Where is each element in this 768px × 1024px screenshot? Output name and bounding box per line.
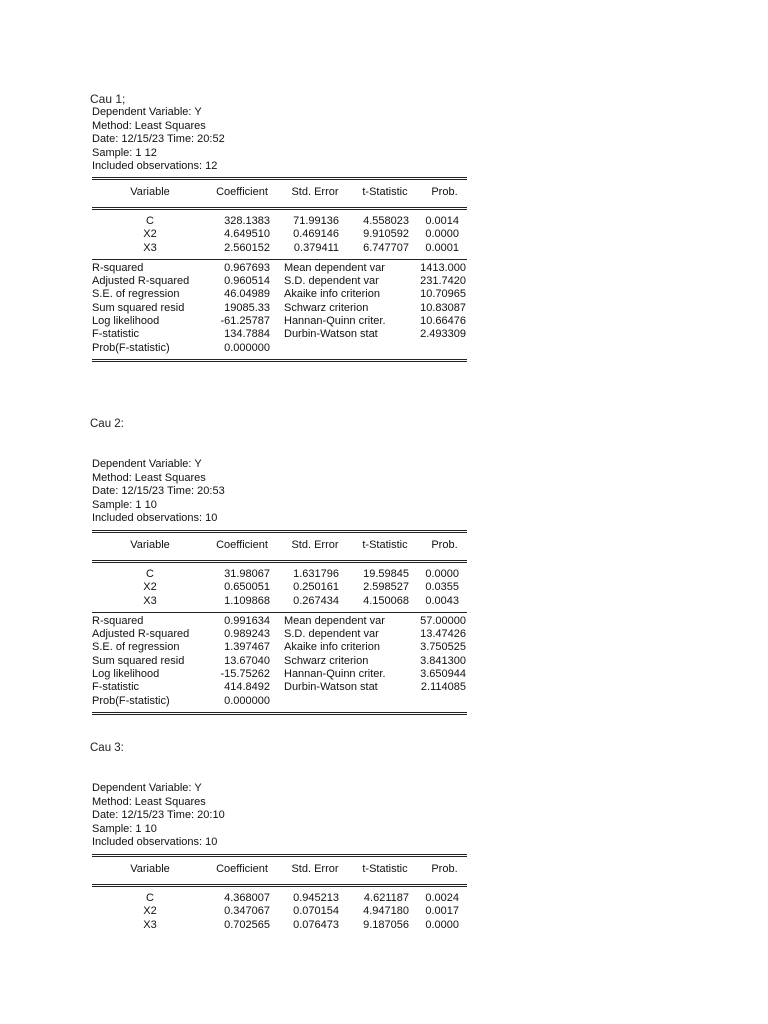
stat-label: Adjusted R-squared (92, 275, 190, 288)
table-row (92, 892, 467, 905)
variable-name: X3 (143, 594, 157, 607)
prob-value: 0.0043 (425, 594, 459, 607)
col-header-prob: Prob. (431, 539, 458, 551)
col-header-coefficient: Coefficient (216, 539, 268, 551)
stat-label: F-statistic (92, 328, 140, 341)
sample: Sample: 1 10 (92, 498, 157, 511)
coefficient-value: 2.560152 (224, 241, 270, 254)
prob-value: 0.0355 (425, 581, 459, 594)
col-header-coefficient: Coefficient (216, 186, 268, 198)
included-observations: Included observations: 10 (92, 512, 218, 524)
stat-value: 19085.33 (224, 301, 270, 314)
stat-value: 0.989243 (224, 628, 270, 641)
t-statistic-value: 4.558023 (363, 215, 409, 227)
column-header-row (92, 180, 467, 204)
stat-value: 2.493309 (420, 328, 466, 341)
prob-value: 0.0024 (425, 892, 459, 904)
stat-label: Durbin-Watson stat (284, 681, 378, 694)
std-error-value: 0.070154 (293, 905, 339, 918)
std-error-value: 0.267434 (293, 594, 339, 607)
std-error-value: 0.469146 (293, 228, 339, 241)
table-row (92, 228, 467, 241)
stat-value: 0.967693 (224, 261, 270, 274)
stat-label: R-squared (92, 261, 144, 274)
col-header-t-statistic: t-Statistic (362, 539, 408, 551)
column-header-row (92, 533, 467, 557)
coefficient-value: 1.109868 (224, 594, 270, 607)
stat-label: Schwarz criterion (284, 301, 369, 314)
table-row (92, 581, 467, 594)
variable-name: C (146, 215, 154, 227)
stat-value: 10.70965 (420, 288, 466, 301)
stat-value: 414.8492 (224, 681, 270, 694)
col-header-std-error: Std. Error (291, 539, 339, 551)
stat-value: -61.25787 (220, 315, 270, 328)
stat-label: Akaike info criterion (284, 288, 380, 301)
prob-value: 0.0014 (425, 215, 459, 227)
stat-value: 10.66476 (420, 315, 466, 328)
date-time: Date: 12/15/23 Time: 20:52 (92, 133, 225, 145)
stats-row (92, 695, 467, 708)
stat-label: Sum squared resid (92, 301, 185, 314)
table-row (92, 215, 467, 228)
stat-value: 134.7884 (224, 328, 270, 341)
variable-name: X2 (143, 581, 157, 594)
t-statistic-value: 2.598527 (363, 581, 409, 594)
stat-value: 1413.000 (420, 261, 466, 274)
prob-value: 0.0001 (425, 241, 459, 254)
std-error-value: 0.250161 (293, 581, 339, 594)
col-header-prob: Prob. (431, 863, 458, 875)
stats-row (92, 628, 467, 641)
t-statistic-value: 4.947180 (363, 905, 409, 918)
table-row (92, 595, 467, 608)
table-row (92, 242, 467, 255)
section-3-table (92, 854, 467, 932)
prob-value: 0.0000 (425, 568, 459, 580)
stat-label: Mean dependent var (284, 261, 385, 274)
stat-label: S.E. of regression (92, 641, 180, 654)
col-header-prob: Prob. (431, 186, 458, 198)
table-row (92, 905, 467, 918)
stats-row (92, 615, 467, 628)
variable-name: X2 (143, 228, 157, 241)
coefficient-value: 0.702565 (224, 918, 270, 931)
stat-label: S.E. of regression (92, 288, 180, 301)
stat-value: 1.397467 (224, 641, 270, 654)
stat-label: S.D. dependent var (284, 275, 379, 288)
sample: Sample: 1 10 (92, 822, 157, 835)
prob-value: 0.0017 (425, 905, 459, 918)
stat-value: 0.991634 (224, 614, 270, 627)
t-statistic-value: 9.910592 (363, 228, 409, 241)
stat-value: 46.04989 (224, 288, 270, 301)
variable-name: C (146, 892, 154, 904)
stat-label: Akaike info criterion (284, 641, 380, 654)
stat-label: R-squared (92, 614, 144, 627)
coefficient-value: 31.98067 (224, 568, 270, 580)
stat-label: Schwarz criterion (284, 654, 369, 667)
col-header-variable: Variable (130, 539, 170, 551)
dependent-variable: Dependent Variable: Y (92, 458, 202, 470)
std-error-value: 1.631796 (293, 568, 339, 580)
col-header-std-error: Std. Error (291, 186, 339, 198)
stat-label: Hannan-Quinn criter. (284, 668, 386, 681)
std-error-value: 71.99136 (293, 215, 339, 227)
stats-row (92, 328, 467, 341)
variable-name: X3 (143, 918, 157, 931)
coefficient-value: 4.649510 (224, 228, 270, 241)
variable-name: C (146, 568, 154, 580)
col-header-std-error: Std. Error (291, 863, 339, 875)
coefficient-value: 0.650051 (224, 581, 270, 594)
coefficient-value: 4.368007 (224, 892, 270, 904)
t-statistic-value: 9.187056 (363, 918, 409, 931)
stat-label: Prob(F-statistic) (92, 341, 170, 354)
included-observations: Included observations: 10 (92, 836, 218, 848)
section-2-header (92, 458, 225, 526)
stat-value: 10.83087 (420, 301, 466, 314)
method: Method: Least Squares (92, 795, 206, 808)
stat-value: 2.114085 (420, 681, 466, 694)
dependent-variable: Dependent Variable: Y (92, 106, 202, 118)
stats-row (92, 641, 467, 654)
std-error-value: 0.076473 (293, 918, 339, 931)
section-3-header (92, 782, 225, 850)
stat-value: 0.000000 (224, 694, 270, 707)
stat-value: -15.75262 (220, 668, 270, 681)
dependent-variable: Dependent Variable: Y (92, 782, 202, 794)
stat-value: 13.67040 (224, 654, 270, 667)
variable-name: X2 (143, 905, 157, 918)
stats-row (92, 342, 467, 355)
col-header-variable: Variable (130, 186, 170, 198)
coefficient-value: 0.347067 (224, 905, 270, 918)
stats-row (92, 275, 467, 288)
stats-row (92, 655, 467, 668)
stats-row (92, 681, 467, 694)
date-time: Date: 12/15/23 Time: 20:10 (92, 809, 225, 821)
included-observations: Included observations: 12 (92, 160, 218, 172)
stat-label: Prob(F-statistic) (92, 694, 170, 707)
prob-value: 0.0000 (425, 228, 459, 241)
prob-value: 0.0000 (425, 918, 459, 931)
section-2-heading: Cau 2: (90, 418, 124, 430)
stat-label: Log likelihood (92, 315, 160, 328)
col-header-t-statistic: t-Statistic (362, 186, 408, 198)
stat-label: Durbin-Watson stat (284, 328, 378, 341)
col-header-coefficient: Coefficient (216, 863, 268, 875)
column-header-row (92, 857, 467, 881)
col-header-variable: Variable (130, 863, 170, 875)
table-row (92, 919, 467, 932)
method: Method: Least Squares (92, 471, 206, 484)
section-2-table (92, 530, 467, 715)
stats-row (92, 315, 467, 328)
t-statistic-value: 6.747707 (363, 241, 409, 254)
stat-value: 3.650944 (420, 668, 466, 681)
stat-label: S.D. dependent var (284, 628, 379, 641)
stat-value: 0.000000 (224, 341, 270, 354)
stat-value: 3.750525 (420, 641, 466, 654)
stat-label: F-statistic (92, 681, 140, 694)
t-statistic-value: 19.59845 (363, 568, 409, 580)
stats-row (92, 262, 467, 275)
stat-value: 0.960514 (224, 275, 270, 288)
coefficient-value: 328.1383 (224, 215, 270, 227)
table-bottom-rule (92, 359, 467, 362)
date-time: Date: 12/15/23 Time: 20:53 (92, 485, 225, 497)
stat-value: 231.7420 (420, 275, 466, 288)
section-3-heading: Cau 3: (90, 742, 124, 754)
stat-label: Log likelihood (92, 668, 160, 681)
stat-label: Hannan-Quinn criter. (284, 315, 386, 328)
stat-label: Mean dependent var (284, 614, 385, 627)
stats-row (92, 302, 467, 315)
section-1-header (92, 106, 225, 174)
method: Method: Least Squares (92, 119, 206, 132)
sample: Sample: 1 12 (92, 146, 157, 159)
stat-value: 3.841300 (420, 654, 466, 667)
table-row (92, 568, 467, 581)
stat-label: Sum squared resid (92, 654, 185, 667)
table-bottom-rule (92, 712, 467, 715)
stats-row (92, 288, 467, 301)
stat-value: 13.47426 (420, 628, 466, 641)
t-statistic-value: 4.150068 (363, 594, 409, 607)
t-statistic-value: 4.621187 (363, 892, 409, 904)
stat-value: 57.00000 (420, 614, 466, 627)
variable-name: X3 (143, 241, 157, 254)
stat-label: Adjusted R-squared (92, 628, 190, 641)
col-header-t-statistic: t-Statistic (362, 863, 408, 875)
section-1-table (92, 177, 467, 362)
std-error-value: 0.379411 (293, 241, 339, 254)
section-1-heading: Cau 1; (90, 92, 126, 106)
stats-row (92, 668, 467, 681)
std-error-value: 0.945213 (293, 892, 339, 904)
